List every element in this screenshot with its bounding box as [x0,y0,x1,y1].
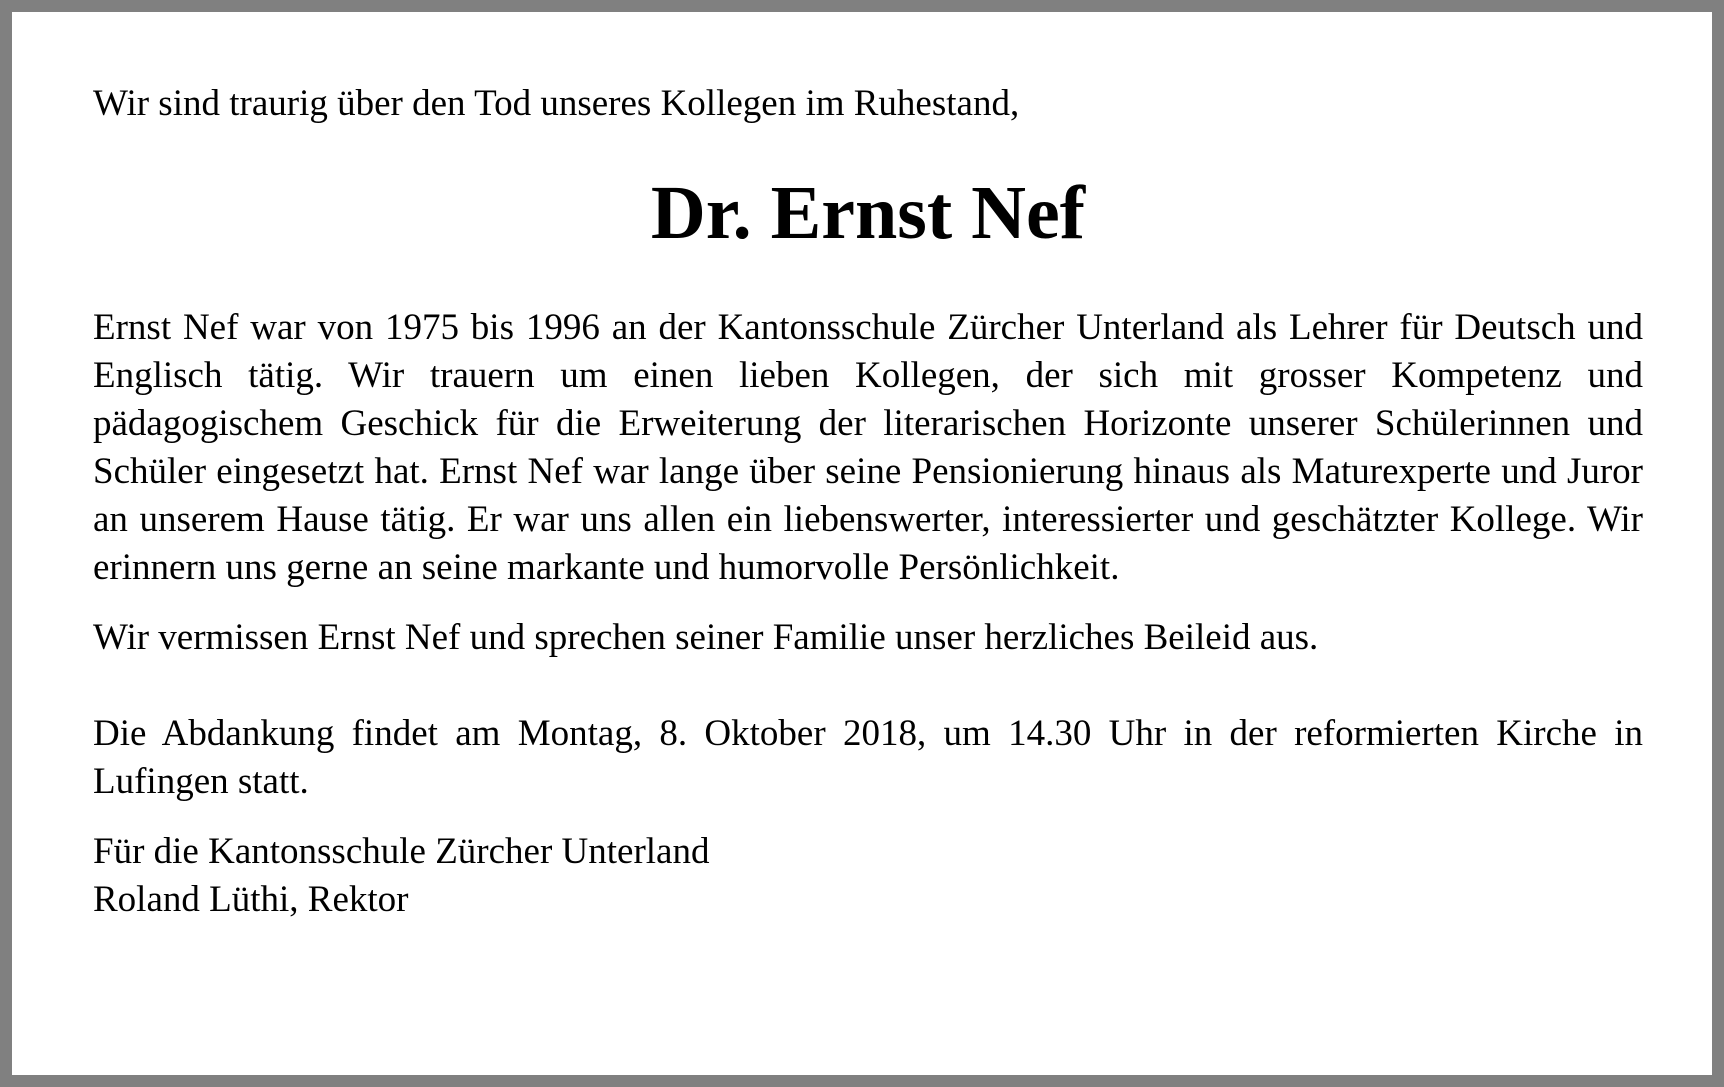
deceased-name: Dr. Ernst Nef [650,171,1086,255]
signature-person: Roland Lüthi, Rektor [93,879,409,920]
signature-institution: Für die Kantonsschule Zürcher Unterland [93,831,710,872]
obituary-content [93,80,1643,924]
intro-line: Wir sind traurig über den Tod unseres Kollegen im Ruhestand, [93,83,1020,124]
obituary-page [12,12,1712,1075]
condolence-line: Wir vermissen Ernst Nef und sprechen seiner Familie unser herzliches Beileid aus. [93,617,1319,658]
ceremony-paragraph: Die Abdankung findet am Montag, 8. Oktober 2018, um 14.30 Uhr in der reformierten Kirche in Lufingen statt. [93,713,1643,802]
signature-block [93,828,1643,924]
tribute-paragraph: Ernst Nef war von 1975 bis 1996 an der Kantonsschule Zürcher Unterland als Lehrer für Deutsch und Englisch tätig. Wir trauern um einen lieben Kollegen, der sich mit grosser Kompetenz und pädagogischem Geschick für die Erweiterung der literarischen Horizonte unserer Schülerinnen und Schüler eingesetzt hat. Ernst Nef war lange über seine Pensionierung hinaus als Maturexperte und Juror an unserem Hause tätig. Er war uns allen ein liebenswerter, interessierter und geschätzter Kollege. Wir erinnern uns gerne an seine markante und humorvolle Persönlichkeit. [93,307,1643,588]
